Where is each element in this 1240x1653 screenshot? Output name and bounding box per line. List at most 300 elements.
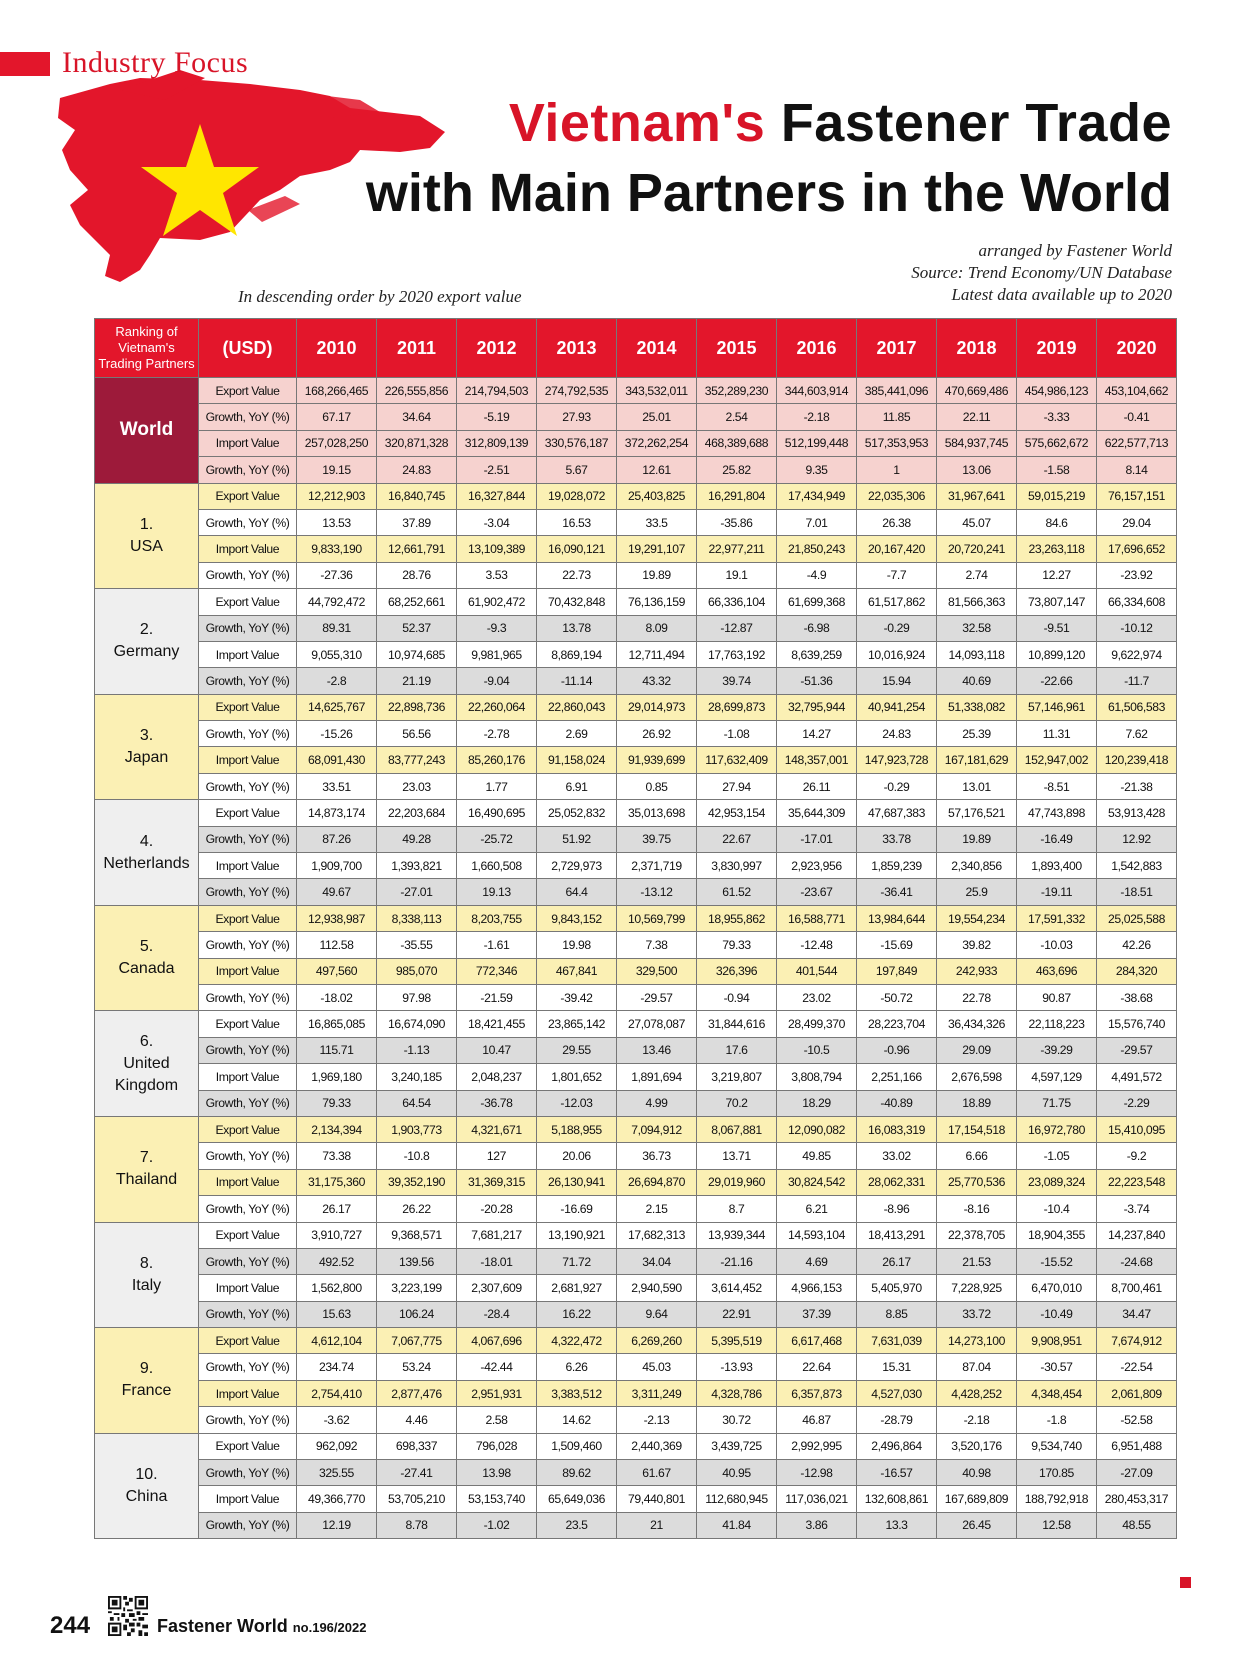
row-label: Growth, YoY (%) <box>199 1248 297 1274</box>
value-cell: -36.41 <box>857 879 937 905</box>
value-cell: 19.89 <box>617 562 697 588</box>
value-cell: -15.69 <box>857 932 937 958</box>
value-cell: 6,617,468 <box>777 1328 857 1354</box>
row-label: Import Value <box>199 641 297 667</box>
year-header: 2016 <box>777 319 857 378</box>
table-row <box>95 879 1177 905</box>
value-cell: 6,951,488 <box>1097 1433 1177 1459</box>
table-row <box>95 536 1177 562</box>
value-cell: 7,631,039 <box>857 1328 937 1354</box>
value-cell: -29.57 <box>617 984 697 1010</box>
row-label: Import Value <box>199 1275 297 1301</box>
page-title <box>509 92 1172 154</box>
value-cell: 8,869,194 <box>537 641 617 667</box>
value-cell: 8.85 <box>857 1301 937 1327</box>
value-cell: 32,795,944 <box>777 694 857 720</box>
value-cell: 17.6 <box>697 1037 777 1063</box>
value-cell: 6.66 <box>937 1143 1017 1169</box>
row-label: Growth, YoY (%) <box>199 562 297 588</box>
value-cell: 26,694,870 <box>617 1169 697 1195</box>
value-cell: 25,025,588 <box>1097 905 1177 931</box>
value-cell: -0.29 <box>857 773 937 799</box>
row-label: Growth, YoY (%) <box>199 404 297 430</box>
value-cell: 3,311,249 <box>617 1380 697 1406</box>
value-cell: 14,273,100 <box>937 1328 1017 1354</box>
value-cell: 117,036,021 <box>777 1486 857 1512</box>
table-row <box>95 668 1177 694</box>
value-cell: 22,118,223 <box>1017 1011 1097 1037</box>
value-cell: -2.78 <box>457 721 537 747</box>
value-cell: 312,809,139 <box>457 430 537 456</box>
value-cell: 2,340,856 <box>937 853 1017 879</box>
table-row <box>95 483 1177 509</box>
value-cell: 28,699,873 <box>697 694 777 720</box>
row-label: Import Value <box>199 747 297 773</box>
value-cell: 2.15 <box>617 1196 697 1222</box>
vietnam-flag-brush-icon <box>0 0 460 300</box>
region-name: 3. Japan <box>95 694 199 800</box>
value-cell: 25.39 <box>937 721 1017 747</box>
value-cell: -18.01 <box>457 1248 537 1274</box>
table-row <box>95 562 1177 588</box>
value-cell: -17.01 <box>777 826 857 852</box>
value-cell: -16.69 <box>537 1196 617 1222</box>
value-cell: 22,860,043 <box>537 694 617 720</box>
value-cell: 49.28 <box>377 826 457 852</box>
value-cell: 0.85 <box>617 773 697 799</box>
value-cell: 16,291,804 <box>697 483 777 509</box>
year-header: 2011 <box>377 319 457 378</box>
value-cell: 76,157,151 <box>1097 483 1177 509</box>
table-row <box>95 1143 1177 1169</box>
value-cell: 19.89 <box>937 826 1017 852</box>
table-row <box>95 457 1177 483</box>
row-label: Import Value <box>199 1064 297 1090</box>
value-cell: -21.16 <box>697 1248 777 1274</box>
value-cell: 90.87 <box>1017 984 1097 1010</box>
value-cell: 22,260,064 <box>457 694 537 720</box>
value-cell: 23.02 <box>777 984 857 1010</box>
value-cell: 70,432,848 <box>537 589 617 615</box>
value-cell: 15.94 <box>857 668 937 694</box>
value-cell: 23,865,142 <box>537 1011 617 1037</box>
value-cell: -16.57 <box>857 1460 937 1486</box>
value-cell: 2,048,237 <box>457 1064 537 1090</box>
value-cell: 22,203,684 <box>377 800 457 826</box>
table-row <box>95 509 1177 535</box>
value-cell: 2.74 <box>937 562 1017 588</box>
value-cell: 33.72 <box>937 1301 1017 1327</box>
value-cell: 352,289,230 <box>697 378 777 404</box>
value-cell: 43.32 <box>617 668 697 694</box>
value-cell: -1.13 <box>377 1037 457 1063</box>
value-cell: 17,696,652 <box>1097 536 1177 562</box>
value-cell: 32.58 <box>937 615 1017 641</box>
value-cell: 70.2 <box>697 1090 777 1116</box>
value-cell: 17,763,192 <box>697 641 777 667</box>
value-cell: 2,307,609 <box>457 1275 537 1301</box>
value-cell: 139.56 <box>377 1248 457 1274</box>
value-cell: 40,941,254 <box>857 694 937 720</box>
value-cell: 12.58 <box>1017 1512 1097 1538</box>
value-cell: 234.74 <box>297 1354 377 1380</box>
value-cell: -3.33 <box>1017 404 1097 430</box>
row-label: Growth, YoY (%) <box>199 1354 297 1380</box>
value-cell: 26.22 <box>377 1196 457 1222</box>
value-cell: 962,092 <box>297 1433 377 1459</box>
value-cell: 16,674,090 <box>377 1011 457 1037</box>
value-cell: 330,576,187 <box>537 430 617 456</box>
value-cell: 3,439,725 <box>697 1433 777 1459</box>
value-cell: 5,405,970 <box>857 1275 937 1301</box>
value-cell: 13.06 <box>937 457 1017 483</box>
value-cell: -28.79 <box>857 1407 937 1433</box>
row-label: Export Value <box>199 483 297 509</box>
value-cell: 9.64 <box>617 1301 697 1327</box>
row-label: Growth, YoY (%) <box>199 1407 297 1433</box>
value-cell: -24.68 <box>1097 1248 1177 1274</box>
value-cell: 454,986,123 <box>1017 378 1097 404</box>
value-cell: 26.17 <box>857 1248 937 1274</box>
region-name: 6. United Kingdom <box>95 1011 199 1117</box>
value-cell: 622,577,713 <box>1097 430 1177 456</box>
value-cell: 2,496,864 <box>857 1433 937 1459</box>
value-cell: 61.52 <box>697 879 777 905</box>
region-name: 9. France <box>95 1328 199 1434</box>
row-label: Growth, YoY (%) <box>199 1143 297 1169</box>
value-cell: 115.71 <box>297 1037 377 1063</box>
value-cell: 41.84 <box>697 1512 777 1538</box>
value-cell: 257,028,250 <box>297 430 377 456</box>
value-cell: 1,893,400 <box>1017 853 1097 879</box>
table-row <box>95 984 1177 1010</box>
value-cell: 27,078,087 <box>617 1011 697 1037</box>
table-row <box>95 826 1177 852</box>
value-cell: 29.04 <box>1097 509 1177 535</box>
value-cell: 15.63 <box>297 1301 377 1327</box>
value-cell: -1.58 <box>1017 457 1097 483</box>
value-cell: 11.85 <box>857 404 937 430</box>
value-cell: 167,689,809 <box>937 1486 1017 1512</box>
value-cell: 42.26 <box>1097 932 1177 958</box>
value-cell: 12,212,903 <box>297 483 377 509</box>
value-cell: 9,981,965 <box>457 641 537 667</box>
value-cell: 2,681,927 <box>537 1275 617 1301</box>
value-cell: 16,490,695 <box>457 800 537 826</box>
value-cell: 17,154,518 <box>937 1116 1017 1142</box>
value-cell: 64.4 <box>537 879 617 905</box>
value-cell: 3,219,807 <box>697 1064 777 1090</box>
table-row <box>95 404 1177 430</box>
value-cell: 4.99 <box>617 1090 697 1116</box>
value-cell: 29,019,960 <box>697 1169 777 1195</box>
value-cell: 12,938,987 <box>297 905 377 931</box>
value-cell: -0.29 <box>857 615 937 641</box>
value-cell: -3.62 <box>297 1407 377 1433</box>
value-cell: -1.8 <box>1017 1407 1097 1433</box>
value-cell: -39.42 <box>537 984 617 1010</box>
value-cell: -2.18 <box>777 404 857 430</box>
value-cell: 33.51 <box>297 773 377 799</box>
value-cell: 698,337 <box>377 1433 457 1459</box>
value-cell: -52.58 <box>1097 1407 1177 1433</box>
value-cell: 14.27 <box>777 721 857 747</box>
value-cell: 85,260,176 <box>457 747 537 773</box>
value-cell: 21,850,243 <box>777 536 857 562</box>
trade-table <box>94 318 1177 1539</box>
value-cell: 79.33 <box>697 932 777 958</box>
row-label: Export Value <box>199 1433 297 1459</box>
value-cell: 34.64 <box>377 404 457 430</box>
value-cell: -36.78 <box>457 1090 537 1116</box>
credit-arranged: arranged by Fastener World <box>978 241 1172 260</box>
value-cell: 4,067,696 <box>457 1328 537 1354</box>
value-cell: -50.72 <box>857 984 937 1010</box>
value-cell: 28,062,331 <box>857 1169 937 1195</box>
value-cell: 30.72 <box>697 1407 777 1433</box>
value-cell: 344,603,914 <box>777 378 857 404</box>
value-cell: -21.59 <box>457 984 537 1010</box>
value-cell: 1,393,821 <box>377 853 457 879</box>
value-cell: 18.29 <box>777 1090 857 1116</box>
value-cell: 34.04 <box>617 1248 697 1274</box>
value-cell: 19.98 <box>537 932 617 958</box>
value-cell: 12.61 <box>617 457 697 483</box>
value-cell: 9,908,951 <box>1017 1328 1097 1354</box>
value-cell: 51,338,082 <box>937 694 1017 720</box>
value-cell: -39.29 <box>1017 1037 1097 1063</box>
value-cell: 2,877,476 <box>377 1380 457 1406</box>
table-row <box>95 1275 1177 1301</box>
value-cell: 71.75 <box>1017 1090 1097 1116</box>
value-cell: 73,807,147 <box>1017 589 1097 615</box>
credit-source: Source: Trend Economy/UN Database <box>911 263 1172 282</box>
value-cell: 23.03 <box>377 773 457 799</box>
value-cell: -10.03 <box>1017 932 1097 958</box>
value-cell: 3.53 <box>457 562 537 588</box>
value-cell: 40.95 <box>697 1460 777 1486</box>
row-label: Growth, YoY (%) <box>199 932 297 958</box>
value-cell: 2.58 <box>457 1407 537 1433</box>
value-cell: 463,696 <box>1017 958 1097 984</box>
table-row <box>95 1380 1177 1406</box>
value-cell: 117,632,409 <box>697 747 777 773</box>
table-row <box>95 1512 1177 1538</box>
table-header-row <box>95 319 1177 378</box>
sort-note: In descending order by 2020 export value <box>238 287 522 306</box>
value-cell: 18,413,291 <box>857 1222 937 1248</box>
value-cell: 20,167,420 <box>857 536 937 562</box>
value-cell: -0.94 <box>697 984 777 1010</box>
value-cell: 3,240,185 <box>377 1064 457 1090</box>
value-cell: -22.54 <box>1097 1354 1177 1380</box>
value-cell: 61,506,583 <box>1097 694 1177 720</box>
value-cell: 152,947,002 <box>1017 747 1097 773</box>
value-cell: 112.58 <box>297 932 377 958</box>
value-cell: 329,500 <box>617 958 697 984</box>
value-cell: 22,035,306 <box>857 483 937 509</box>
row-label: Export Value <box>199 800 297 826</box>
value-cell: -9.04 <box>457 668 537 694</box>
value-cell: 1,660,508 <box>457 853 537 879</box>
table-row <box>95 1486 1177 1512</box>
value-cell: 242,933 <box>937 958 1017 984</box>
value-cell: 112,680,945 <box>697 1486 777 1512</box>
value-cell: -30.57 <box>1017 1354 1097 1380</box>
value-cell: 8.78 <box>377 1512 457 1538</box>
value-cell: 274,792,535 <box>537 378 617 404</box>
value-cell: 3,520,176 <box>937 1433 1017 1459</box>
value-cell: 1,903,773 <box>377 1116 457 1142</box>
value-cell: 59,015,219 <box>1017 483 1097 509</box>
value-cell: -10.4 <box>1017 1196 1097 1222</box>
value-cell: 61,517,862 <box>857 589 937 615</box>
value-cell: 26,130,941 <box>537 1169 617 1195</box>
value-cell: -27.41 <box>377 1460 457 1486</box>
row-label: Import Value <box>199 1380 297 1406</box>
value-cell: 343,532,011 <box>617 378 697 404</box>
value-cell: 91,158,024 <box>537 747 617 773</box>
value-cell: 14.62 <box>537 1407 617 1433</box>
value-cell: 12,090,082 <box>777 1116 857 1142</box>
value-cell: 25.9 <box>937 879 1017 905</box>
value-cell: 14,237,840 <box>1097 1222 1177 1248</box>
value-cell: 42,953,154 <box>697 800 777 826</box>
value-cell: 13.53 <box>297 509 377 535</box>
table-row <box>95 1328 1177 1354</box>
value-cell: 19,291,107 <box>617 536 697 562</box>
value-cell: 4,428,252 <box>937 1380 1017 1406</box>
row-label: Import Value <box>199 853 297 879</box>
value-cell: 47,687,383 <box>857 800 937 826</box>
value-cell: 772,346 <box>457 958 537 984</box>
value-cell: 7,228,925 <box>937 1275 1017 1301</box>
value-cell: 20,720,241 <box>937 536 1017 562</box>
row-label: Growth, YoY (%) <box>199 668 297 694</box>
table-row <box>95 747 1177 773</box>
value-cell: 33.02 <box>857 1143 937 1169</box>
value-cell: 68,252,661 <box>377 589 457 615</box>
value-cell: 57,146,961 <box>1017 694 1097 720</box>
value-cell: 22,977,211 <box>697 536 777 562</box>
value-cell: -9.51 <box>1017 615 1097 641</box>
value-cell: 3,223,199 <box>377 1275 457 1301</box>
region-name: 4. Netherlands <box>95 800 199 906</box>
value-cell: 7.38 <box>617 932 697 958</box>
value-cell: -27.01 <box>377 879 457 905</box>
value-cell: 168,266,465 <box>297 378 377 404</box>
row-label: Growth, YoY (%) <box>199 1460 297 1486</box>
value-cell: 1,891,694 <box>617 1064 697 1090</box>
value-cell: 512,199,448 <box>777 430 857 456</box>
row-label: Growth, YoY (%) <box>199 1037 297 1063</box>
value-cell: 2.54 <box>697 404 777 430</box>
value-cell: 5.67 <box>537 457 617 483</box>
value-cell: 22.64 <box>777 1354 857 1380</box>
value-cell: 52.37 <box>377 615 457 641</box>
value-cell: -6.98 <box>777 615 857 641</box>
value-cell: 33.78 <box>857 826 937 852</box>
table-row <box>95 1064 1177 1090</box>
value-cell: 16,865,085 <box>297 1011 377 1037</box>
value-cell: 12,711,494 <box>617 641 697 667</box>
value-cell: 21.53 <box>937 1248 1017 1274</box>
value-cell: 71.72 <box>537 1248 617 1274</box>
value-cell: 492.52 <box>297 1248 377 1274</box>
value-cell: 1,909,700 <box>297 853 377 879</box>
value-cell: 65,649,036 <box>537 1486 617 1512</box>
value-cell: 17,591,332 <box>1017 905 1097 931</box>
value-cell: -16.49 <box>1017 826 1097 852</box>
table-row <box>95 1433 1177 1459</box>
value-cell: 3.86 <box>777 1512 857 1538</box>
value-cell: 148,357,001 <box>777 747 857 773</box>
value-cell: -8.96 <box>857 1196 937 1222</box>
value-cell: 7,681,217 <box>457 1222 537 1248</box>
value-cell: 4,612,104 <box>297 1328 377 1354</box>
page-number: 244 <box>50 1612 91 1639</box>
value-cell: 985,070 <box>377 958 457 984</box>
value-cell: 7.62 <box>1097 721 1177 747</box>
value-cell: -27.09 <box>1097 1460 1177 1486</box>
value-cell: 170.85 <box>1017 1460 1097 1486</box>
value-cell: 31,175,360 <box>297 1169 377 1195</box>
region-name: 7. Thailand <box>95 1116 199 1222</box>
value-cell: -38.68 <box>1097 984 1177 1010</box>
table-row <box>95 958 1177 984</box>
value-cell: 2,951,931 <box>457 1380 537 1406</box>
value-cell: -2.8 <box>297 668 377 694</box>
value-cell: 468,389,688 <box>697 430 777 456</box>
value-cell: 22,223,548 <box>1097 1169 1177 1195</box>
value-cell: 48.55 <box>1097 1512 1177 1538</box>
value-cell: 27.94 <box>697 773 777 799</box>
value-cell: 2,940,590 <box>617 1275 697 1301</box>
value-cell: 17,682,313 <box>617 1222 697 1248</box>
value-cell: 7,094,912 <box>617 1116 697 1142</box>
value-cell: 61.67 <box>617 1460 697 1486</box>
value-cell: 16,972,780 <box>1017 1116 1097 1142</box>
row-label: Growth, YoY (%) <box>199 615 297 641</box>
value-cell: 35,013,698 <box>617 800 697 826</box>
value-cell: 8,067,881 <box>697 1116 777 1142</box>
value-cell: 22.11 <box>937 404 1017 430</box>
value-cell: 87.04 <box>937 1354 1017 1380</box>
value-cell: 87.26 <box>297 826 377 852</box>
value-cell: -9.3 <box>457 615 537 641</box>
value-cell: 15.31 <box>857 1354 937 1380</box>
value-cell: -35.86 <box>697 509 777 535</box>
value-cell: -21.38 <box>1097 773 1177 799</box>
value-cell: 13.78 <box>537 615 617 641</box>
value-cell: 385,441,096 <box>857 378 937 404</box>
value-cell: 16.53 <box>537 509 617 535</box>
row-label: Export Value <box>199 905 297 931</box>
value-cell: 16,327,844 <box>457 483 537 509</box>
value-cell: 2,061,809 <box>1097 1380 1177 1406</box>
value-cell: 18.89 <box>937 1090 1017 1116</box>
value-cell: 2,134,394 <box>297 1116 377 1142</box>
value-cell: 66,336,104 <box>697 589 777 615</box>
value-cell: -23.67 <box>777 879 857 905</box>
value-cell: 3,830,997 <box>697 853 777 879</box>
value-cell: 9.35 <box>777 457 857 483</box>
value-cell: 29,014,973 <box>617 694 697 720</box>
value-cell: 9,843,152 <box>537 905 617 931</box>
table-row <box>95 1354 1177 1380</box>
value-cell: 4,321,671 <box>457 1116 537 1142</box>
value-cell: 39.74 <box>697 668 777 694</box>
